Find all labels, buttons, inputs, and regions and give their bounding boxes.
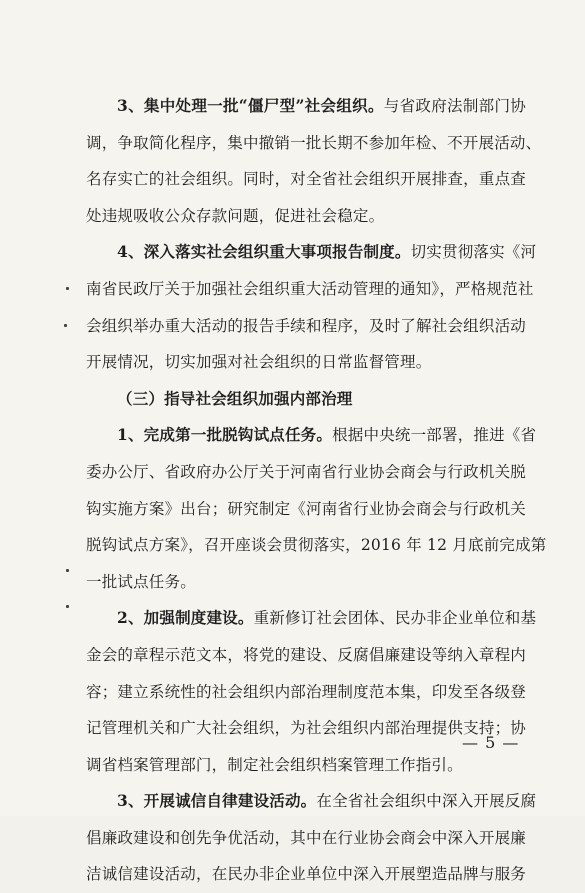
paragraph-line: 名存实亡的社会组织。同时，对全省社会组织开展排查，重点查 [86, 170, 526, 189]
paragraph-line: 容；建立系统性的社会组织内部治理制度范本集，印发至各级登 [86, 682, 526, 701]
paragraph-line: 倡廉政建设和创先争优活动，其中在行业协会商会中深入开展廉 [86, 828, 526, 847]
paragraph-lead: 1、完成第一批脱钩试点任务。 [117, 425, 333, 445]
page-number: — 5 — [462, 733, 520, 752]
paragraph-line: 钩实施方案》出台；研究制定《河南省行业协会商会与行政机关 [86, 499, 526, 518]
paragraph-lead: 4、深入落实社会组织重大事项报告制度。 [117, 242, 411, 262]
document-body [86, 88, 547, 893]
paragraph-text: 切实贯彻落实《河 [410, 243, 537, 262]
paragraph-line: 开展情况，切实加强对社会组织的日常监督管理。 [86, 353, 432, 372]
paragraph-line: 洁诚信建设活动，在民办非企业单位中深入开展塑造品牌与服务 [86, 865, 526, 884]
paragraph-line: 记管理机关和广大社会组织，为社会组织内部治理提供支持；协 [86, 719, 526, 738]
paragraph-line: 脱钩试点方案》，召开座谈会贯彻落实，2016 年 12 月底前完成第 [86, 536, 547, 555]
paragraph-text: 与省政府法制部门协 [383, 97, 526, 115]
scan-speck [66, 569, 69, 572]
paragraph-line [86, 600, 537, 637]
paragraph-line [86, 417, 537, 454]
paragraph-line: 金会的章程示范文本，将党的建设、反腐倡廉建设等纳入章程内 [86, 645, 526, 664]
paragraph-line [86, 234, 537, 271]
paragraph-line: 调省档案管理部门，制定社会组织档案管理工作指引。 [86, 755, 463, 774]
paragraph-text: 在全省社会组织中深入开展反腐 [316, 792, 537, 811]
paragraph-lead: 2、加强制度建设。 [117, 608, 254, 628]
scan-speck [66, 605, 69, 608]
paragraph-text: 重新修订社会团体、民办非企业单位和基 [253, 609, 537, 628]
section-heading: （三）指导社会组织加强内部治理 [117, 388, 353, 408]
paragraph-lead: 3、集中处理一批“僵尸型”社会组织。 [117, 96, 384, 115]
scan-speck [64, 324, 67, 327]
scan-speck [66, 287, 69, 290]
paragraph-line: 处违规吸收公众存款问题，促进社会稳定。 [86, 206, 385, 225]
paragraph-line: 调，争取简化程序，集中撤销一批长期不参加年检、不开展活动、 [86, 133, 542, 152]
paragraph-line: 南省民政厅关于加强社会组织重大活动管理的通知》，严格规范社 [86, 279, 534, 298]
paragraph-line: 会组织举办重大活动的报告手续和程序，及时了解社会组织活动 [86, 316, 526, 335]
paragraph-text: 根据中央统一部署，推进《省 [332, 426, 537, 445]
paragraph-line [86, 783, 537, 820]
paragraph-line: 一批试点任务。 [86, 572, 196, 591]
paragraph-line: 委办公厅、省政府办公厅关于河南省行业协会商会与行政机关脱 [86, 462, 526, 481]
paragraph-line [86, 88, 526, 125]
paragraph-lead: 3、开展诚信自律建设活动。 [117, 791, 317, 811]
